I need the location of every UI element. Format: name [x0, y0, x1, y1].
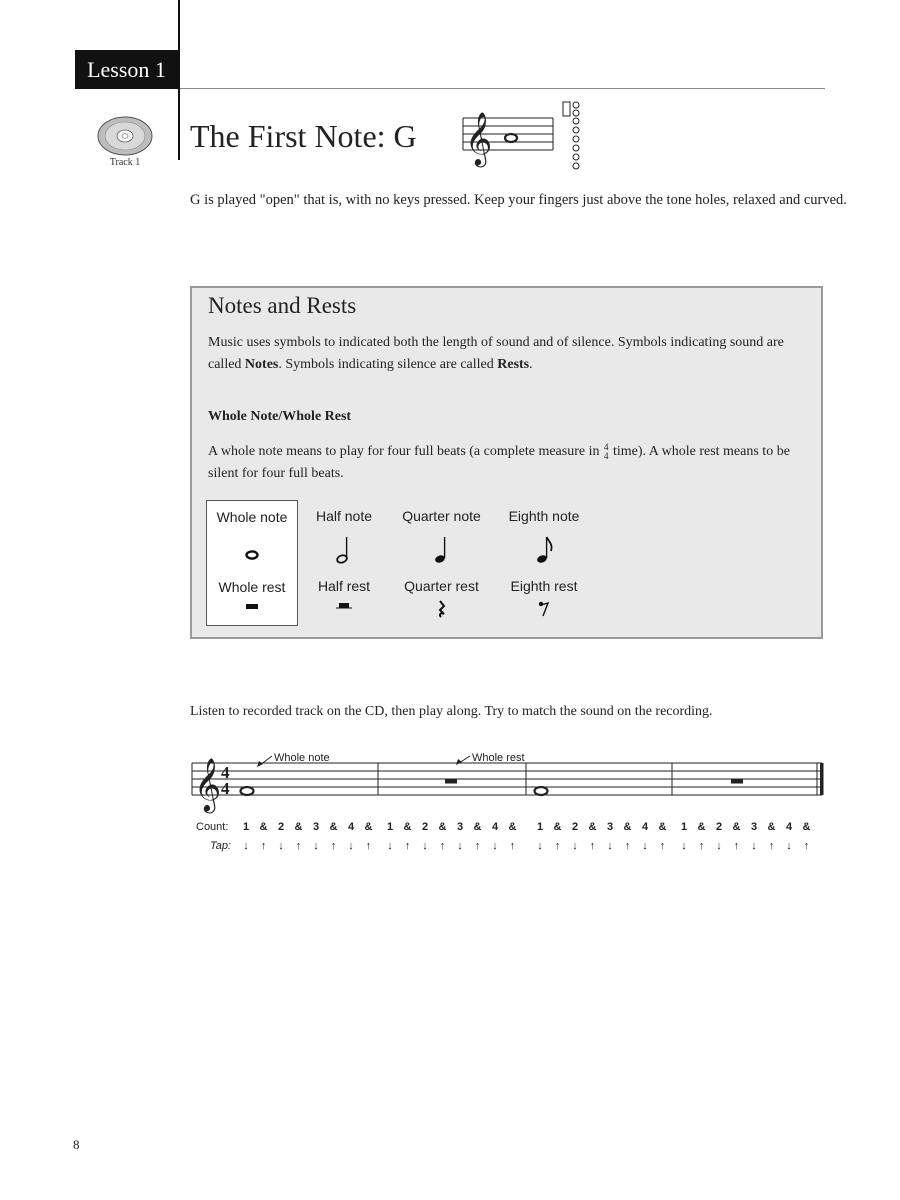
quarter-note-label: Quarter note — [402, 508, 481, 524]
tap-arrow-icon: ↓ — [537, 840, 543, 852]
svg-text:4: 4 — [221, 779, 230, 798]
exercise-instructions: Listen to recorded track on the CD, then play along. Try to match the sound on the recording. — [190, 704, 713, 719]
tap-arrow-icon: ↑ — [768, 840, 775, 852]
whole-note-icon — [505, 134, 517, 142]
cd-icon — [96, 114, 154, 158]
quarter-column — [389, 500, 494, 626]
half-note-icon — [332, 534, 356, 566]
count-beat: 2 — [421, 821, 429, 833]
count-row — [243, 821, 811, 833]
tap-arrow-icon: ↓ — [387, 840, 393, 852]
tap-arrow-icon: ↓ — [751, 840, 757, 852]
count-beat: 3 — [606, 821, 614, 833]
quarter-rest-label: Quarter rest — [404, 578, 479, 594]
arrowhead-icon — [456, 759, 462, 765]
margin-divider — [178, 0, 180, 160]
count-beat: 4 — [347, 821, 355, 833]
tap-arrow-icon: ↑ — [330, 840, 337, 852]
fingering-chart-icon — [563, 102, 579, 169]
count-beat: 4 — [491, 821, 499, 833]
whole-rest-icon — [240, 601, 264, 615]
count-beat: & — [329, 821, 338, 833]
whole-rest-label: Whole rest — [218, 579, 286, 595]
tap-arrow-icon: ↑ — [260, 840, 267, 852]
exercise-staff — [190, 745, 830, 870]
time-signature-inline: 4 4 — [604, 441, 609, 461]
count-beat: 3 — [456, 821, 464, 833]
treble-clef-icon: 𝄞 — [194, 757, 222, 811]
tap-arrow-icon: ↓ — [348, 840, 354, 852]
tap-arrow-icon: ↓ — [572, 840, 578, 852]
eighth-note-icon — [532, 534, 556, 566]
header-rule — [180, 88, 825, 89]
count-beat: 1 — [242, 821, 250, 833]
whole-rest — [731, 779, 743, 784]
tap-arrow-icon: ↑ — [474, 840, 481, 852]
track-label: Track 1 — [109, 157, 141, 168]
tap-arrow-icon: ↑ — [365, 840, 372, 852]
tap-arrow-icon: ↑ — [509, 840, 516, 852]
half-rest-label: Half rest — [317, 578, 371, 594]
count-beat: & — [732, 821, 741, 833]
notes-and-rests-box — [190, 286, 823, 639]
count-beat: & — [767, 821, 776, 833]
tap-arrow-icon: ↓ — [681, 840, 687, 852]
count-beat: 3 — [750, 821, 758, 833]
count-beat: & — [294, 821, 303, 833]
count-beat: & — [588, 821, 597, 833]
count-beat: 3 — [312, 821, 320, 833]
eighth-column — [499, 500, 589, 626]
page-title: The First Note: G — [190, 118, 417, 154]
count-beat: & — [403, 821, 412, 833]
tap-arrow-icon: ↓ — [642, 840, 648, 852]
tap-arrow-icon: ↑ — [698, 840, 705, 852]
tap-label: Tap: — [210, 840, 232, 852]
count-beat: & — [364, 821, 373, 833]
arrowhead-icon — [257, 761, 263, 767]
eighth-rest-icon — [532, 600, 556, 618]
g-note-staff-with-fingering — [455, 100, 590, 172]
rests-term: Rests — [497, 357, 530, 372]
treble-clef-icon: 𝄞 — [465, 111, 493, 165]
tap-arrow-icon: ↑ — [733, 840, 740, 852]
tap-arrow-icon: ↓ — [716, 840, 722, 852]
count-beat: 1 — [680, 821, 688, 833]
tap-arrow-icon: ↑ — [659, 840, 666, 852]
tap-arrow-icon: ↑ — [803, 840, 810, 852]
tap-arrow-icon: ↑ — [295, 840, 302, 852]
count-beat: & — [658, 821, 667, 833]
tap-arrow-icon: ↓ — [457, 840, 463, 852]
count-beat: & — [438, 821, 447, 833]
count-beat: 4 — [785, 821, 793, 833]
tap-arrow-icon: ↑ — [439, 840, 446, 852]
tap-arrow-icon: ↑ — [589, 840, 596, 852]
count-beat: 1 — [536, 821, 544, 833]
whole-note-label: Whole note — [216, 509, 288, 525]
box-subheading: Whole Note/Whole Rest — [208, 409, 352, 424]
quarter-rest-icon — [430, 600, 454, 618]
count-beat: & — [802, 821, 811, 833]
tap-row — [243, 840, 809, 852]
tap-arrow-icon: ↑ — [624, 840, 631, 852]
annotation-whole-rest: Whole rest — [472, 752, 525, 764]
eighth-rest-label: Eighth rest — [510, 578, 578, 594]
tap-arrow-icon: ↓ — [243, 840, 249, 852]
tap-arrow-icon: ↑ — [554, 840, 561, 852]
whole-column — [206, 500, 298, 626]
time-signature — [221, 763, 230, 798]
svg-text:4: 4 — [221, 763, 230, 782]
whole-note-g — [241, 787, 254, 795]
tap-arrow-icon: ↓ — [786, 840, 792, 852]
count-beat: & — [259, 821, 268, 833]
tap-arrow-icon: ↓ — [607, 840, 613, 852]
tap-arrow-icon: ↓ — [278, 840, 284, 852]
whole-rest — [445, 779, 457, 784]
count-beat: 2 — [277, 821, 285, 833]
tap-arrow-icon: ↓ — [422, 840, 428, 852]
annotation-whole-note: Whole note — [274, 752, 330, 764]
half-note-label: Half note — [315, 508, 373, 524]
notes-term: Notes — [244, 357, 279, 372]
eighth-note-label: Eighth note — [508, 508, 580, 524]
count-beat: & — [623, 821, 632, 833]
final-barline-thick — [820, 763, 824, 795]
tap-arrow-icon: ↓ — [313, 840, 319, 852]
count-beat: 4 — [641, 821, 649, 833]
box-paragraph-2: A whole note means to play for four full beats (a complete measure in 4 4 time). A whole rest means to be silent for four full beats. — [208, 441, 790, 481]
quarter-note-icon — [430, 534, 454, 566]
count-beat: 1 — [386, 821, 394, 833]
tap-arrow-icon: ↑ — [404, 840, 411, 852]
count-beat: & — [697, 821, 706, 833]
box-title: Notes and Rests — [208, 293, 357, 318]
intro-text: G is played "open" that is, with no keys pressed. Keep your fingers just above the tone holes, relaxed and curved. — [190, 192, 847, 208]
half-column — [304, 500, 384, 626]
count-beat: & — [553, 821, 562, 833]
note-rest-table — [204, 500, 604, 628]
half-rest-icon — [332, 600, 356, 614]
count-beat: & — [473, 821, 482, 833]
lesson-tab: Lesson 1 — [75, 50, 178, 89]
page-number: 8 — [73, 1137, 80, 1152]
whole-note-icon — [240, 535, 264, 567]
count-beat: 2 — [571, 821, 579, 833]
tap-arrow-icon: ↓ — [492, 840, 498, 852]
count-beat: 2 — [715, 821, 723, 833]
box-paragraph-1: Music uses symbols to indicated both the length of sound and of silence. Symbols indicating sound are called Notes. Symbols indicating silence are called Rests. — [208, 335, 784, 372]
count-beat: & — [508, 821, 517, 833]
whole-note-g — [535, 787, 548, 795]
count-label: Count: — [196, 821, 229, 833]
